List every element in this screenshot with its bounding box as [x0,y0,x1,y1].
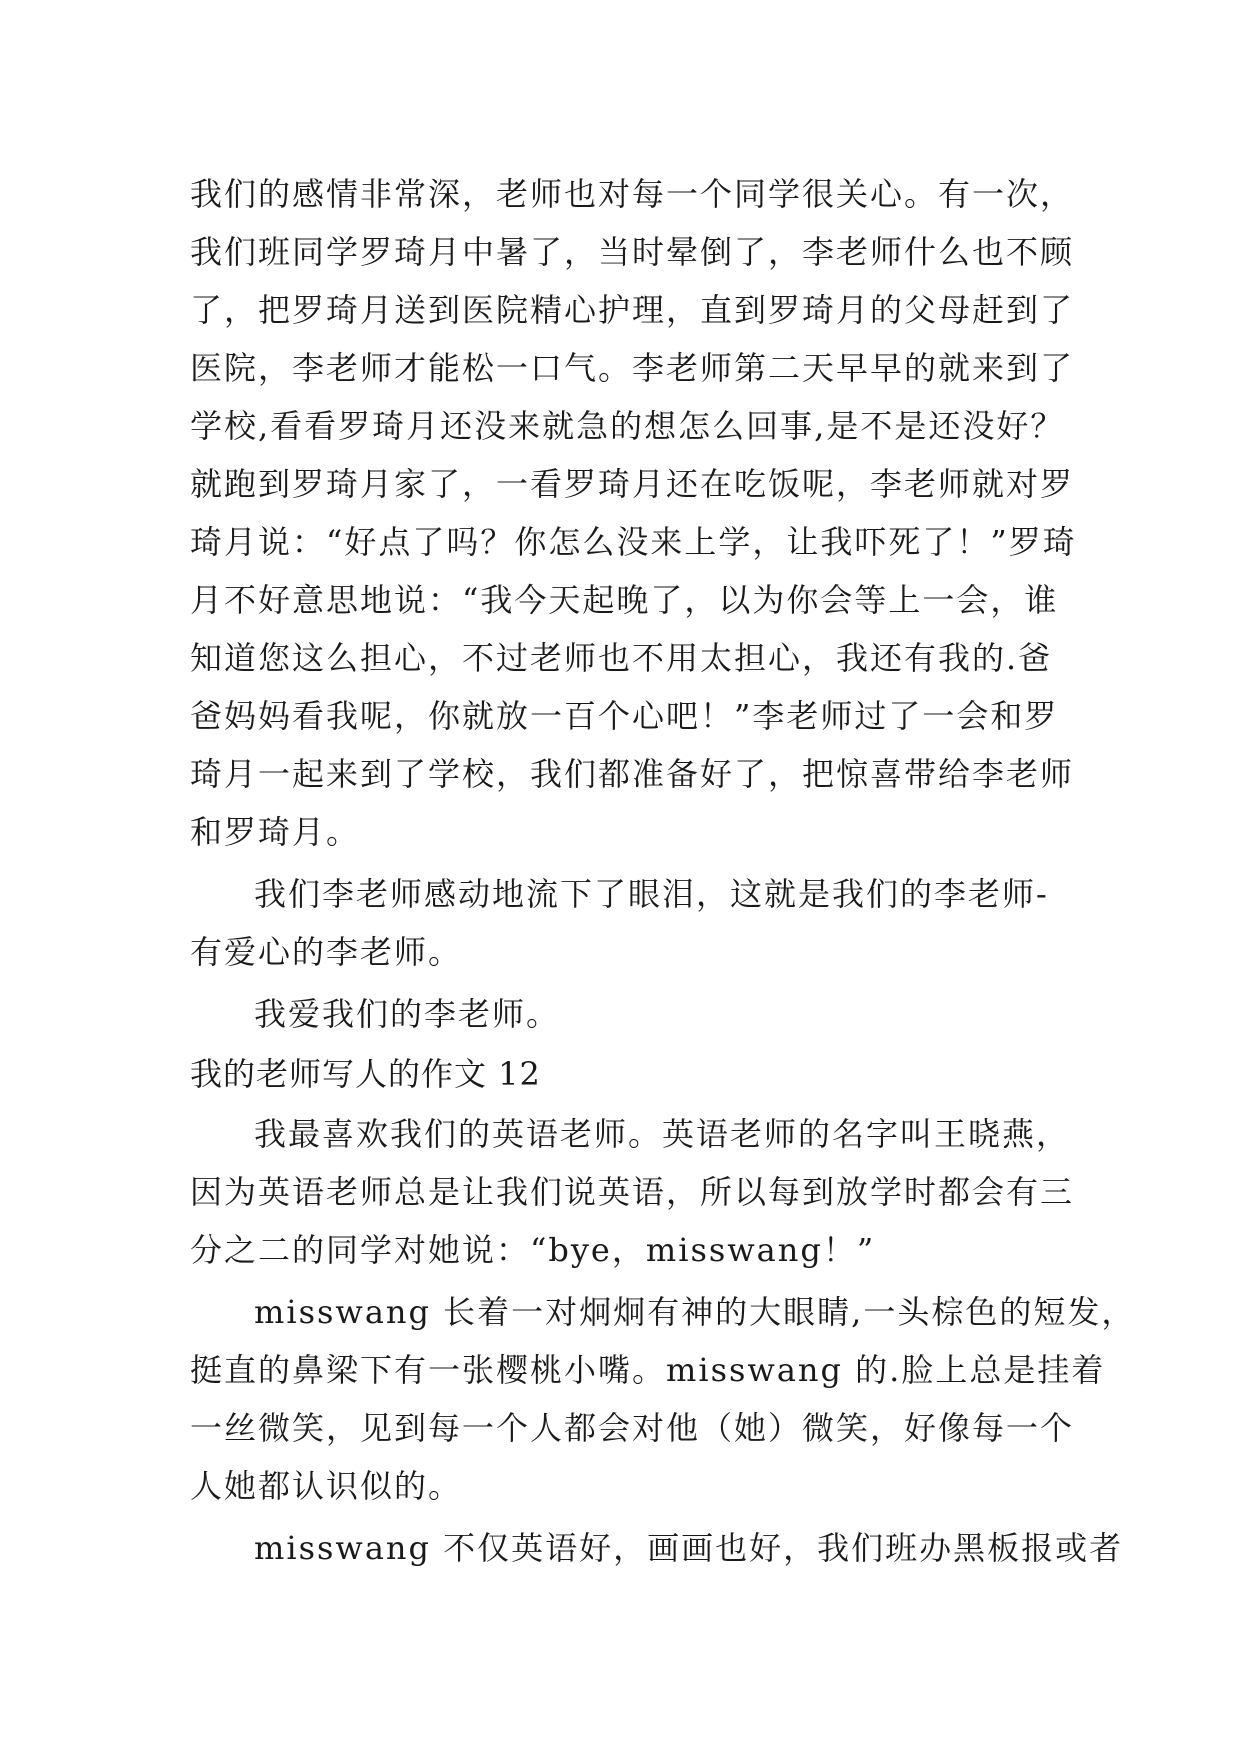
paragraph-line: 我们的感情非常深，老师也对每一个同学很关心。有一次， [190,175,1075,213]
paragraph-line: 爸妈妈看我呢，你就放一百个心吧！”李老师过了一会和罗 [190,697,1059,735]
paragraph-line: 分之二的同学对她说：“bye，misswang！” [190,1231,876,1269]
paragraph-line: 人她都认识似的。 [190,1467,463,1505]
paragraph-line: 我们李老师感动地流下了眼泪，这就是我们的李老师- [254,875,1049,913]
paragraph-line: 和罗琦月。 [190,813,361,851]
paragraph-line: 一丝微笑，见到每一个人都会对他（她）微笑，好像每一个 [190,1409,1075,1447]
paragraph-line: 挺直的鼻梁下有一张樱桃小嘴。misswang 的.脸上总是挂着 [190,1351,1106,1389]
paragraph-line: 琦月说：“好点了吗？你怎么没来上学，让我吓死了！”罗琦 [190,523,1077,561]
paragraph-line: 我们班同学罗琦月中暑了，当时晕倒了，李老师什么也不顾 [190,233,1075,271]
paragraph-line: 了，把罗琦月送到医院精心护理，直到罗琦月的父母赶到了 [190,291,1075,329]
paragraph-line: 学校,看看罗琦月还没来就急的想怎么回事,是不是还没好？ [190,407,1065,445]
paragraph-line: 有爱心的李老师。 [190,933,463,971]
paragraph-line: 就跑到罗琦月家了，一看罗琦月还在吃饭呢，李老师就对罗 [190,465,1075,503]
paragraph-line: misswang 长着一对炯炯有神的大眼睛,一头棕色的短发， [254,1293,1136,1331]
paragraph-line: 我爱我们的李老师。 [254,995,561,1033]
paragraph-line: 月不好意思地说：“我今天起晚了，以为你会等上一会，谁 [190,581,1059,619]
paragraph-line: 知道您这么担心，不过老师也不用太担心，我还有我的.爸 [190,639,1053,677]
paragraph-line: 医院，李老师才能松一口气。李老师第二天早早的就来到了 [190,349,1075,387]
paragraph-line: 琦月一起来到了学校，我们都准备好了，把惊喜带给李老师 [190,755,1075,793]
paragraph-line: misswang 不仅英语好，画画也好，我们班办黑板报或者 [254,1529,1124,1567]
paragraph-line: 我最喜欢我们的英语老师。英语老师的名字叫王晓燕， [254,1115,1071,1153]
section-heading: 我的老师写人的作文 12 [190,1055,541,1093]
paragraph-line: 因为英语老师总是让我们说英语，所以每到放学时都会有三 [190,1173,1075,1211]
